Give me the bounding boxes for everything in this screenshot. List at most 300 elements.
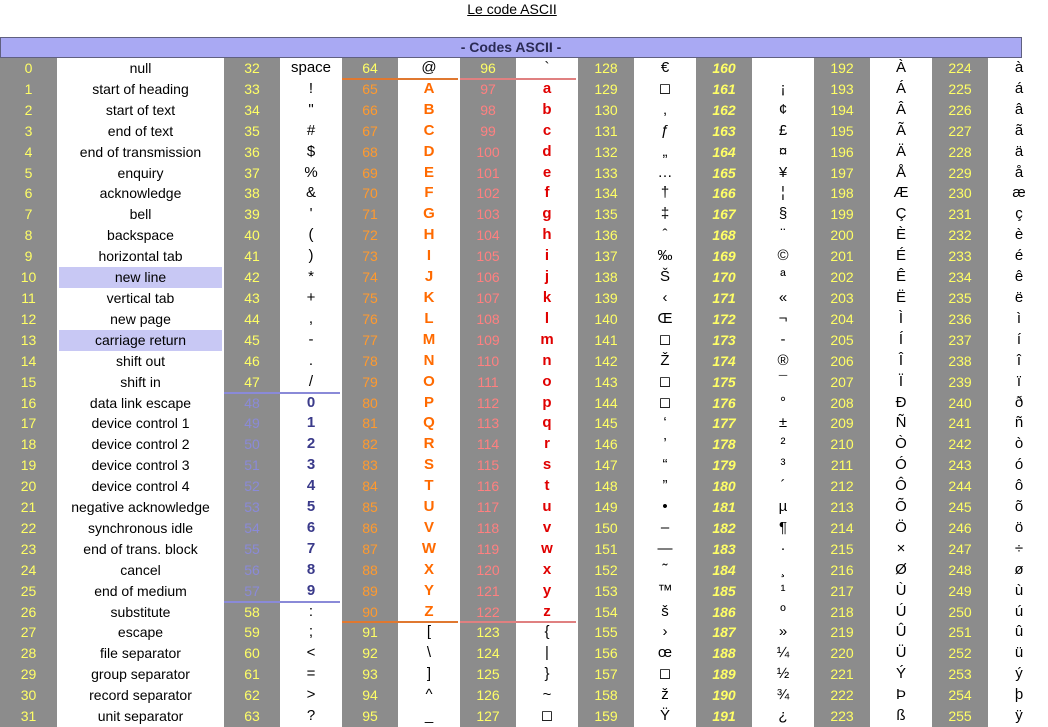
- code-cell: 15: [20, 373, 37, 390]
- char-cell: p: [542, 393, 552, 411]
- char-cell: Æ: [893, 184, 909, 202]
- char-cell: ã: [1014, 121, 1024, 139]
- char-cell: 3: [306, 456, 316, 474]
- char-cell: x: [542, 560, 552, 578]
- code-cell: 156: [594, 645, 618, 662]
- code-cell: 215: [830, 540, 854, 557]
- code-cell: 217: [830, 582, 854, 599]
- code-cell: 80: [362, 394, 378, 411]
- code-cell: 47: [244, 373, 260, 390]
- char-cell: O: [423, 372, 435, 390]
- char-cell: }: [544, 665, 550, 683]
- char-cell: I: [426, 247, 432, 265]
- code-cell: 233: [948, 248, 972, 265]
- char-cell: ¢: [778, 100, 788, 118]
- code-cell: 117: [476, 499, 500, 516]
- char-cell: u: [542, 498, 552, 516]
- char-cell: ¤: [778, 142, 788, 160]
- code-cell: 3: [24, 122, 33, 139]
- code-cell: 154: [594, 603, 618, 620]
- code-column-4: [578, 58, 634, 727]
- char-cell: T: [424, 477, 434, 495]
- char-cell: =: [306, 665, 316, 683]
- char-cell: synchronous idle: [87, 519, 194, 536]
- code-cell: 76: [362, 310, 378, 327]
- char-cell: †: [660, 184, 670, 202]
- char-cell: :: [308, 602, 314, 620]
- uppercase-bottom-divider: [342, 621, 458, 623]
- char-cell: ¯: [778, 372, 788, 390]
- char-cell: ◻: [658, 393, 672, 411]
- code-cell: 107: [476, 289, 500, 306]
- char-cell: Ü: [895, 644, 907, 662]
- char-cell: ¹: [780, 581, 786, 599]
- code-cell: 222: [830, 687, 854, 704]
- char-cell: ×: [896, 539, 906, 557]
- char-cell: ÿ: [1015, 707, 1023, 725]
- char-cell: -: [780, 330, 786, 348]
- code-cell: 249: [948, 582, 972, 599]
- char-cell: ·: [780, 539, 786, 557]
- char-cell: Ö: [895, 518, 907, 536]
- char-cell: H: [423, 226, 435, 244]
- code-cell: 77: [362, 331, 378, 348]
- code-cell: 231: [948, 206, 972, 223]
- code-cell: 65: [362, 80, 378, 97]
- char-cell: N: [423, 351, 435, 369]
- code-cell: 79: [362, 373, 378, 390]
- code-cell: 52: [244, 478, 260, 495]
- code-cell: 140: [594, 310, 618, 327]
- code-cell: 91: [362, 624, 378, 641]
- code-cell: 199: [830, 206, 854, 223]
- char-cell: µ: [778, 498, 788, 516]
- code-cell: 155: [594, 624, 618, 641]
- code-cell: 115: [476, 457, 500, 474]
- char-cell: ™: [657, 581, 673, 599]
- code-cell: 153: [594, 582, 618, 599]
- code-cell: 20: [20, 478, 37, 495]
- char-cell: ƒ: [660, 121, 670, 139]
- char-cell: v: [542, 518, 552, 536]
- char-cell: ›: [662, 623, 668, 641]
- code-cell: 142: [594, 352, 618, 369]
- digits-bottom-divider: [224, 601, 340, 603]
- char-cell: »: [778, 623, 788, 641]
- code-cell: 42: [244, 269, 260, 286]
- char-cell: file separator: [100, 645, 181, 662]
- char-cell: K: [423, 288, 435, 306]
- lowercase-bottom-divider: [460, 621, 576, 623]
- code-cell: 170: [712, 269, 736, 286]
- code-cell: 120: [476, 561, 500, 578]
- code-cell: 19: [20, 457, 37, 474]
- code-cell: 235: [948, 289, 972, 306]
- char-cell: ä: [1014, 142, 1024, 160]
- code-cell: 121: [476, 582, 500, 599]
- char-cell: ž: [661, 686, 669, 704]
- code-cell: 237: [948, 331, 972, 348]
- char-cell: ”: [662, 477, 668, 495]
- char-cell: ¦: [781, 184, 785, 202]
- char-cell: Ò: [895, 435, 907, 453]
- code-cell: 184: [712, 561, 736, 578]
- char-cell: `: [544, 59, 550, 76]
- code-cell: 144: [594, 394, 618, 411]
- code-cell: 98: [480, 101, 496, 118]
- code-cell: 127: [476, 708, 500, 725]
- code-cell: 21: [20, 499, 37, 516]
- char-cell: õ: [1014, 498, 1024, 516]
- code-cell: 56: [244, 561, 260, 578]
- char-cell: €: [660, 59, 670, 76]
- char-cell: È: [895, 226, 906, 244]
- char-cell: …: [657, 163, 673, 181]
- char-cell: <: [306, 644, 316, 662]
- code-cell: 136: [594, 227, 618, 244]
- char-cell: ÷: [1014, 539, 1024, 557]
- code-cell: 108: [476, 310, 500, 327]
- char-cell: ◻: [658, 372, 672, 390]
- code-cell: 202: [830, 269, 854, 286]
- char-cell: Ð: [895, 393, 907, 411]
- code-cell: 118: [476, 519, 500, 536]
- code-cell: 35: [244, 122, 260, 139]
- char-cell: record separator: [89, 687, 192, 704]
- char-cell: š: [661, 602, 669, 620]
- char-cell: ½: [776, 665, 790, 683]
- char-cell: “: [662, 456, 668, 474]
- code-cell: 40: [244, 227, 260, 244]
- code-cell: 102: [476, 185, 500, 202]
- char-cell: A: [423, 79, 435, 97]
- char-cell: ñ: [1014, 414, 1024, 432]
- char-cell: Ÿ: [659, 707, 670, 725]
- code-cell: 72: [362, 227, 378, 244]
- char-cell: y: [542, 581, 552, 599]
- char-cell: ç: [1015, 205, 1023, 223]
- code-cell: 23: [20, 540, 37, 557]
- char-cell: c: [542, 121, 552, 139]
- char-cell: &: [305, 184, 316, 202]
- code-cell: 224: [948, 60, 972, 76]
- char-cell: Õ: [895, 498, 907, 516]
- code-cell: 245: [948, 499, 972, 516]
- code-cell: 135: [594, 206, 618, 223]
- code-cell: 96: [480, 60, 496, 76]
- char-cell: Á: [895, 79, 906, 97]
- char-cell: $: [306, 142, 316, 160]
- code-cell: 149: [594, 499, 618, 516]
- lowercase-top-divider: [460, 78, 576, 80]
- char-cell: horizontal tab: [98, 248, 183, 265]
- code-cell: 68: [362, 143, 378, 160]
- code-cell: 151: [594, 540, 618, 557]
- char-cell: Œ: [657, 309, 673, 327]
- code-cell: 229: [948, 164, 972, 181]
- code-cell: 64: [362, 60, 378, 76]
- char-cell: V: [423, 518, 434, 536]
- char-cell: Î: [898, 351, 904, 369]
- char-cell: >: [306, 686, 316, 704]
- char-cell: â: [1014, 100, 1024, 118]
- code-cell: 206: [830, 352, 854, 369]
- code-cell: 123: [476, 624, 500, 641]
- code-cell: 246: [948, 519, 972, 536]
- code-cell: 71: [362, 206, 378, 223]
- code-cell: 43: [244, 289, 260, 306]
- code-cell: 0: [24, 60, 33, 76]
- code-cell: 61: [244, 666, 260, 683]
- char-cell: _: [424, 707, 434, 725]
- char-cell: C: [423, 121, 435, 139]
- code-cell: 178: [712, 436, 736, 453]
- code-cell: 158: [594, 687, 618, 704]
- char-cell: —: [657, 539, 673, 557]
- code-cell: 159: [594, 708, 618, 725]
- code-cell: 87: [362, 540, 378, 557]
- char-cell: ë: [1014, 288, 1024, 306]
- code-cell: 112: [476, 394, 500, 411]
- code-cell: 89: [362, 582, 378, 599]
- code-cell: 70: [362, 185, 378, 202]
- char-cell: ±: [778, 414, 788, 432]
- code-cell: 44: [244, 310, 260, 327]
- char-cell: device control 3: [91, 457, 190, 474]
- code-cell: 196: [830, 143, 854, 160]
- code-cell: 197: [830, 164, 854, 181]
- code-cell: 10: [20, 269, 37, 286]
- code-cell: 1: [24, 80, 33, 97]
- code-cell: 13: [20, 331, 37, 348]
- code-cell: 216: [830, 561, 854, 578]
- char-cell: d: [542, 142, 552, 160]
- char-cell: þ: [1014, 686, 1024, 704]
- char-cell: m: [540, 330, 554, 348]
- code-cell: 46: [244, 352, 260, 369]
- char-cell: g: [542, 205, 552, 223]
- code-column-3: [460, 58, 516, 727]
- code-cell: 67: [362, 122, 378, 139]
- char-cell: enquiry: [117, 164, 164, 181]
- code-cell: 141: [594, 331, 618, 348]
- char-cell: +: [306, 288, 316, 306]
- code-cell: 195: [830, 122, 854, 139]
- code-cell: 5: [24, 164, 33, 181]
- code-cell: 83: [362, 457, 378, 474]
- char-cell: û: [1014, 623, 1024, 641]
- char-cell: ó: [1014, 456, 1024, 474]
- code-cell: 198: [830, 185, 854, 202]
- char-cell: –: [660, 518, 670, 536]
- code-cell: 192: [830, 60, 854, 76]
- code-cell: 22: [20, 519, 37, 536]
- char-cell: ú: [1014, 602, 1024, 620]
- char-cell: À: [895, 59, 906, 76]
- code-cell: 38: [244, 185, 260, 202]
- code-cell: 8: [24, 227, 33, 244]
- code-cell: 150: [594, 519, 618, 536]
- code-cell: 131: [594, 122, 618, 139]
- char-cell: ý: [1015, 665, 1023, 683]
- char-cell: device control 1: [91, 415, 190, 432]
- code-cell: 253: [948, 666, 972, 683]
- char-cell: ¾: [776, 686, 790, 704]
- char-cell: æ: [1012, 184, 1026, 202]
- char-cell: device control 2: [91, 436, 190, 453]
- char-cell: ¨: [780, 226, 786, 244]
- char-cell: s: [542, 456, 552, 474]
- code-cell: 230: [948, 185, 972, 202]
- uppercase-top-divider: [342, 78, 458, 80]
- char-cell: new line: [59, 267, 222, 288]
- code-cell: 133: [594, 164, 618, 181]
- code-cell: 162: [712, 101, 736, 118]
- code-cell: 189: [712, 666, 736, 683]
- code-cell: 134: [594, 185, 618, 202]
- char-cell: ¡: [780, 79, 786, 97]
- char-cell: o: [542, 372, 552, 390]
- code-cell: 37: [244, 164, 260, 181]
- char-column-6: [872, 58, 930, 727]
- code-cell: 130: [594, 101, 618, 118]
- char-cell: vertical tab: [106, 289, 175, 306]
- code-cell: 58: [244, 603, 260, 620]
- code-cell: 163: [712, 122, 736, 139]
- code-cell: 12: [20, 310, 37, 327]
- char-cell: º: [780, 602, 786, 620]
- code-cell: 221: [830, 666, 854, 683]
- table-header: - Codes ASCII -: [0, 37, 1022, 58]
- code-cell: 183: [712, 540, 736, 557]
- char-cell: 2: [306, 435, 316, 453]
- char-cell: start of text: [105, 101, 176, 118]
- char-cell: null: [129, 60, 152, 76]
- code-cell: 69: [362, 164, 378, 181]
- char-cell: Ý: [895, 665, 906, 683]
- code-cell: 49: [244, 415, 260, 432]
- char-cell: 6: [306, 518, 316, 536]
- code-cell: 51: [244, 457, 260, 474]
- char-cell: F: [424, 184, 434, 202]
- ascii-table: [0, 58, 1024, 727]
- code-cell: 226: [948, 101, 972, 118]
- char-column-5: [754, 58, 812, 727]
- code-cell: 97: [480, 80, 496, 97]
- code-cell: 116: [476, 478, 500, 495]
- char-cell: (: [308, 226, 314, 244]
- char-cell: shift out: [115, 352, 166, 369]
- code-cell: 126: [476, 687, 500, 704]
- char-cell: 9: [306, 581, 316, 599]
- char-column-3: [518, 58, 576, 727]
- char-cell: b: [542, 100, 552, 118]
- code-column-0: [0, 58, 57, 727]
- char-cell: [754, 58, 812, 79]
- char-cell: /: [308, 372, 314, 390]
- char-cell: new page: [110, 310, 171, 327]
- code-cell: 7: [24, 206, 33, 223]
- char-cell: ‘: [663, 414, 667, 432]
- code-cell: 243: [948, 457, 972, 474]
- code-cell: 214: [830, 519, 854, 536]
- code-cell: 239: [948, 373, 972, 390]
- char-cell: J: [424, 268, 434, 286]
- code-cell: 4: [24, 143, 33, 160]
- char-cell: ~: [542, 686, 552, 704]
- char-cell: 4: [306, 477, 316, 495]
- code-cell: 24: [20, 561, 37, 578]
- code-cell: 176: [712, 394, 736, 411]
- char-cell: device control 4: [91, 478, 190, 495]
- char-cell: E: [423, 163, 434, 181]
- char-cell: ü: [1014, 644, 1024, 662]
- char-cell: ®: [777, 351, 789, 369]
- code-cell: 32: [244, 60, 260, 76]
- code-cell: 169: [712, 248, 736, 265]
- char-cell: „: [662, 142, 668, 160]
- char-cell: q: [542, 414, 552, 432]
- code-cell: 181: [712, 499, 736, 516]
- code-cell: 157: [594, 666, 618, 683]
- char-cell: ¼: [776, 644, 790, 662]
- code-cell: 30: [20, 687, 37, 704]
- char-cell: Z: [424, 602, 434, 620]
- code-cell: 48: [244, 394, 260, 411]
- char-cell: ": [308, 100, 314, 118]
- code-cell: 244: [948, 478, 972, 495]
- code-cell: 41: [244, 248, 260, 265]
- char-cell: ©: [777, 247, 789, 265]
- code-cell: 124: [476, 645, 500, 662]
- digits-top-divider: [224, 392, 340, 394]
- char-cell: ª: [780, 268, 786, 286]
- char-cell: 7: [306, 539, 316, 557]
- char-cell: %: [304, 163, 318, 181]
- char-cell: ': [309, 205, 313, 223]
- code-cell: 251: [948, 624, 972, 641]
- char-cell: ‹: [662, 288, 668, 306]
- char-cell: f: [544, 184, 550, 202]
- code-cell: 207: [830, 373, 854, 390]
- char-cell: Ì: [898, 309, 904, 327]
- code-cell: 73: [362, 248, 378, 265]
- char-cell: i: [544, 247, 550, 265]
- code-cell: 146: [594, 436, 618, 453]
- char-cell: .: [308, 351, 314, 369]
- code-cell: 129: [594, 80, 618, 97]
- char-cell: ): [308, 247, 314, 265]
- char-cell: \: [426, 644, 432, 662]
- char-cell: ’: [663, 435, 667, 453]
- char-cell: í: [1016, 330, 1022, 348]
- code-cell: 166: [712, 185, 736, 202]
- code-cell: 238: [948, 352, 972, 369]
- char-cell: ¶: [778, 518, 788, 536]
- char-cell: î: [1016, 351, 1022, 369]
- char-cell: ¸: [780, 560, 786, 578]
- code-cell: 9: [24, 248, 33, 265]
- code-cell: 16: [20, 394, 37, 411]
- code-cell: 92: [362, 645, 378, 662]
- char-cell: é: [1014, 247, 1024, 265]
- code-cell: 223: [830, 708, 854, 725]
- code-cell: 180: [712, 478, 736, 495]
- code-cell: 173: [712, 331, 736, 348]
- code-cell: 201: [830, 248, 854, 265]
- code-cell: 248: [948, 561, 972, 578]
- char-cell: ì: [1016, 309, 1022, 327]
